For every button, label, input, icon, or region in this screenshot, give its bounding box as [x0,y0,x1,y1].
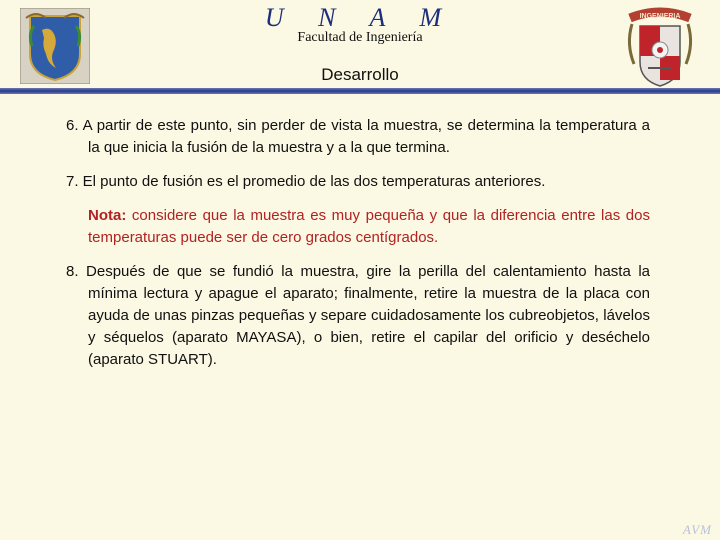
step-8-paragraph: 8. Después de que se fundió la muestra, gire la perilla del calentamiento hasta la mínima lectura y apague el aparato; finalmente, retire la muestra de la placa con ayuda de unas pinzas pequeñas y separe cuidadosamente los cubreobjetos, lávelos y séquelos (aparato MAYASA), o bien, retire el capilar del orificio y deséchelo (aparato STUART). [66,263,650,368]
step-6-paragraph: 6. A partir de este punto, sin perder de vista la muestra, se determina la temperatura a la que inicia la fusión de la muestra y a la que termina. [66,117,650,156]
content-body [66,115,650,383]
note-label: Nota: [88,207,127,224]
author-signature: AVM [682,522,712,537]
ingenieria-crest-icon [624,4,696,92]
faculty-name: Facultad de Ingeniería [297,30,423,45]
page-title: Desarrollo [321,65,399,84]
unam-crest-icon [20,8,90,84]
institution-name: U N A M [264,3,456,32]
note-text: considere que la muestra es muy pequeña y que la diferencia entre las dos temperaturas puede ser de cero grados centígrados. [88,207,650,246]
ingenieria-arc-text: INGENIERIA [639,13,681,20]
note-paragraph [88,205,650,249]
header-divider [0,88,720,94]
step-7-paragraph: 7. El punto de fusión es el promedio de las dos temperaturas anteriores. [66,173,546,190]
